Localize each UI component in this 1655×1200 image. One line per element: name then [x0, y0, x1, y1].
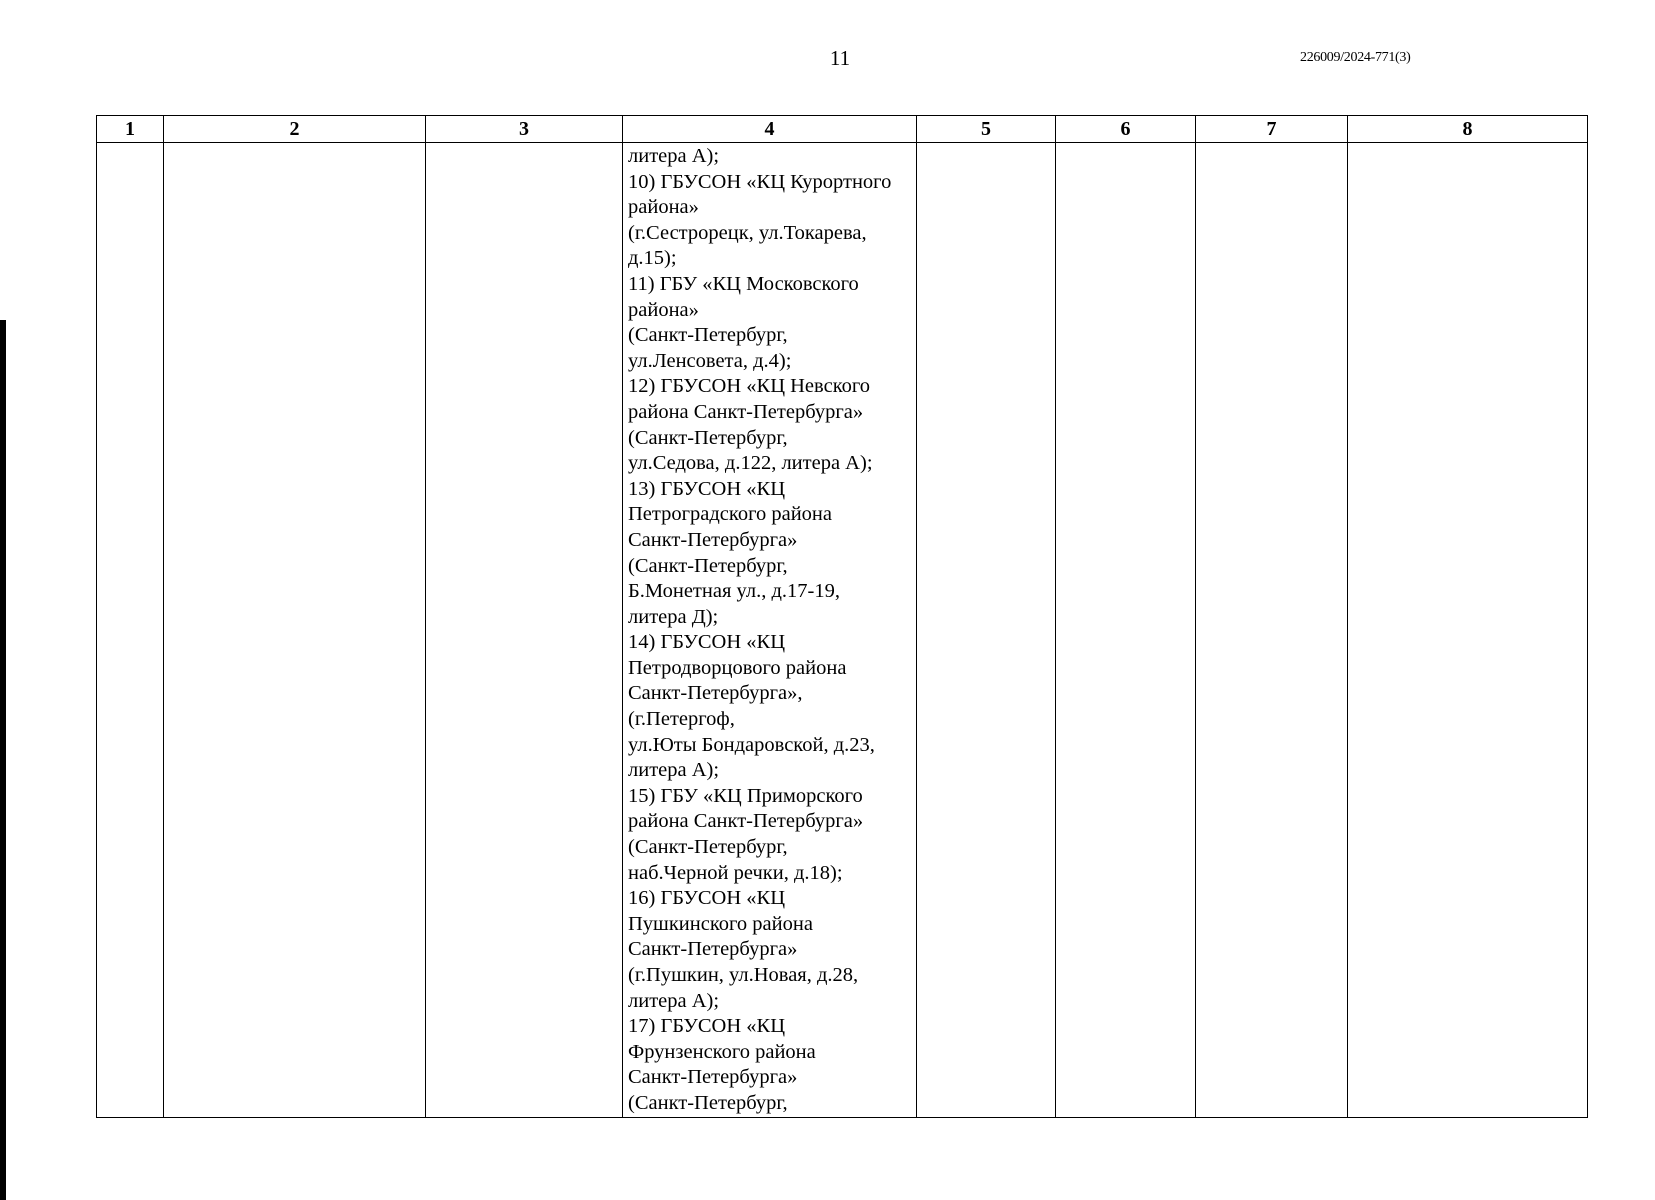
- scan-edge-bar: [0, 320, 6, 1200]
- list-line: района»: [628, 196, 699, 219]
- list-line: 15) ГБУ «КЦ Приморского: [628, 784, 863, 807]
- document-id: 226009/2024-771(3): [1300, 50, 1411, 65]
- list-line: д.15);: [628, 247, 677, 270]
- institution-list: [623, 143, 916, 1117]
- list-line: Петродворцового района: [628, 656, 847, 679]
- list-line: 11) ГБУ «КЦ Московского: [628, 272, 859, 295]
- list-line: литера А);: [628, 145, 720, 167]
- list-line: 13) ГБУСОН «КЦ: [628, 477, 786, 500]
- list-line: Санкт-Петербурга»,: [628, 682, 803, 705]
- column-header-1: 1: [97, 116, 164, 143]
- list-line: 16) ГБУСОН «КЦ: [628, 887, 786, 910]
- list-line: Фрунзенского района: [628, 1040, 816, 1063]
- list-line: наб.Черной речки, д.18);: [628, 861, 843, 884]
- table-cell-col3: [426, 143, 623, 1118]
- list-line: (г.Сестрорецк, ул.Токарева,: [628, 221, 867, 244]
- table-header-row: [97, 116, 1588, 143]
- column-header-2: 2: [164, 116, 426, 143]
- list-line: (г.Пушкин, ул.Новая, д.28,: [628, 964, 859, 986]
- list-line: (Санкт-Петербург,: [628, 324, 788, 347]
- list-line: района Санкт-Петербурга»: [628, 810, 864, 833]
- table-cell-col8: [1348, 143, 1588, 1118]
- list-line: (г.Петергоф,: [628, 708, 735, 731]
- list-line: литера А);: [628, 989, 720, 1012]
- list-line: 12) ГБУСОН «КЦ Невского: [628, 375, 871, 398]
- table-cell-col5: [917, 143, 1056, 1118]
- table-cell-col7: [1196, 143, 1348, 1118]
- table-cell-col6: [1056, 143, 1196, 1118]
- list-line: 14) ГБУСОН «КЦ: [628, 631, 786, 654]
- page-number: 11: [829, 46, 851, 70]
- column-header-6: 6: [1056, 116, 1196, 143]
- list-line: 17) ГБУСОН «КЦ: [628, 1015, 786, 1038]
- list-line: (Санкт-Петербург,: [628, 836, 788, 859]
- document-table: [96, 115, 1588, 1118]
- list-line: (Санкт-Петербург,: [628, 554, 788, 577]
- list-line: ул.Юты Бондаровской, д.23,: [628, 733, 875, 756]
- table-cell-col2: [164, 143, 426, 1118]
- list-line: 10) ГБУСОН «КЦ Курортного: [628, 170, 892, 193]
- list-line: (Санкт-Петербург,: [628, 426, 788, 449]
- column-header-8: 8: [1348, 116, 1588, 143]
- list-line: Петроградского района: [628, 503, 832, 526]
- list-line: Б.Монетная ул., д.17-19,: [628, 580, 840, 603]
- list-line: района Санкт-Петербурга»: [628, 400, 864, 423]
- list-line: ул.Седова, д.122, литера А);: [628, 452, 873, 475]
- list-line: литера Д);: [628, 605, 719, 628]
- column-header-7: 7: [1196, 116, 1348, 143]
- table-row: [97, 143, 1588, 1118]
- table-cell-col1: [97, 143, 164, 1118]
- column-header-5: 5: [917, 116, 1056, 143]
- list-line: Санкт-Петербурга»: [628, 938, 798, 961]
- table-cell-col4: [623, 143, 917, 1118]
- list-line: литера А);: [628, 759, 720, 782]
- list-line: района»: [628, 298, 699, 321]
- list-line: Санкт-Петербурга»: [628, 528, 798, 551]
- list-line: Санкт-Петербурга»: [628, 1066, 798, 1089]
- list-line: Пушкинского района: [628, 912, 813, 935]
- list-line: ул.Ленсовета, д.4);: [628, 349, 792, 372]
- column-header-3: 3: [426, 116, 623, 143]
- column-header-4: 4: [623, 116, 917, 143]
- list-line: (Санкт-Петербург,: [628, 1091, 788, 1114]
